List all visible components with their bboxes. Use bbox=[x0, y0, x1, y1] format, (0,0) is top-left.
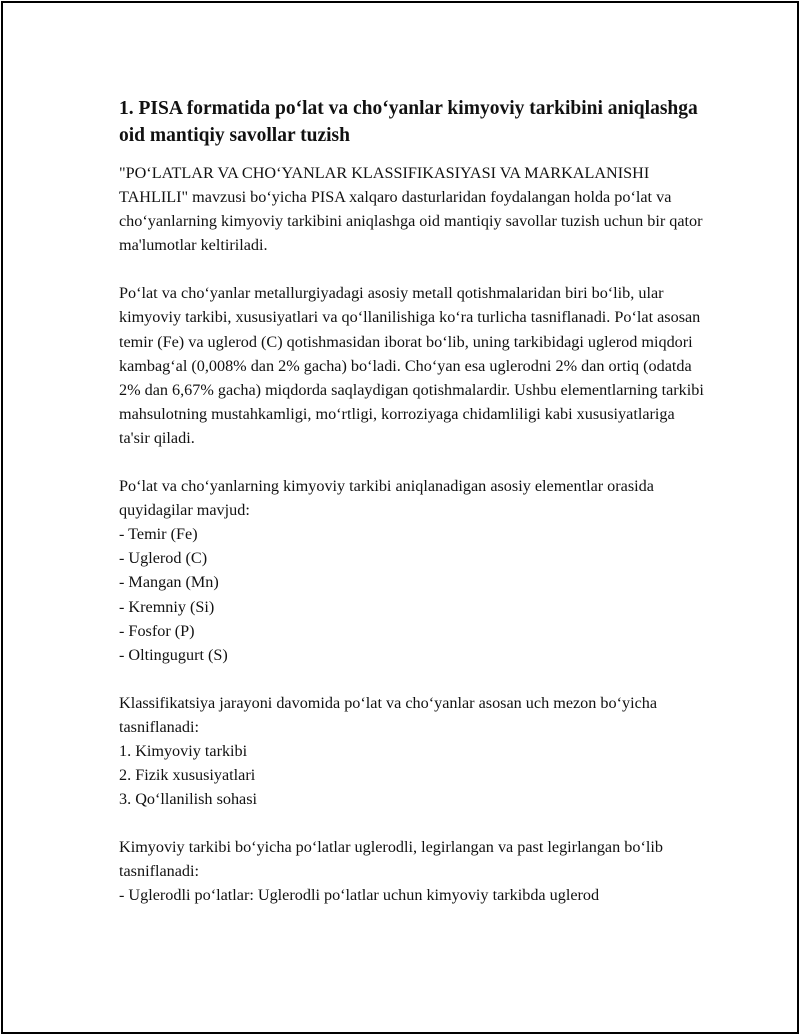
list-item: 3. Qo‘llanilish sohasi bbox=[119, 790, 258, 809]
criteria-paragraph bbox=[119, 691, 709, 811]
list-item: - Fosfor (P) bbox=[119, 621, 195, 640]
list-item: - Temir (Fe) bbox=[119, 525, 198, 544]
list-item: 2. Fizik xususiyatlari bbox=[119, 766, 256, 785]
chemical-classification-paragraph bbox=[119, 835, 709, 907]
list-item: 1. Kimyoviy tarkibi bbox=[119, 741, 248, 760]
steel-cast-iron-paragraph: Po‘lat va cho‘yanlar metallurgiyadagi asosiy metall qotishmalaridan biri bo‘lib, ular kimyoviy tarkibi, xususiyatlari va qo‘llanilishiga ko‘ra turlicha tasniflanadi. Po‘lat asosan temir (Fe) va uglerod (C) qotishmasidan iborat bo‘lib, uning tarkibidagi uglerod miqdori kambag‘al (0,008% dan 2% gacha) bo‘ladi. Cho‘yan esa uglerodni 2% dan ortiq (odatda 2% dan 6,67% gacha) miqdorda saqlaydigan qotishmalardir. Ushbu elementlarning tarkibi mahsulotning mustahkamligi, mo‘rtligi, korroziyaga chidamliligi kabi xususiyatlariga ta'sir qiladi. bbox=[119, 284, 704, 447]
elements-intro: Po‘lat va cho‘yanlarning kimyoviy tarkibi aniqlanadigan asosiy elementlar orasida quyidagilar mavjud: bbox=[119, 477, 654, 520]
list-item: - Kremniy (Si) bbox=[119, 597, 215, 616]
list-item: - Oltingugurt (S) bbox=[119, 645, 228, 664]
document-page bbox=[1, 1, 799, 1034]
list-item: - Uglerod (C) bbox=[119, 549, 208, 568]
document-body bbox=[119, 95, 709, 932]
list-item: - Uglerodli po‘latlar: Uglerodli po‘latlar uchun kimyoviy tarkibda uglerod bbox=[119, 886, 600, 905]
elements-paragraph bbox=[119, 474, 709, 667]
chem-intro: Kimyoviy tarkibi bo‘yicha po‘latlar uglerodli, legirlangan va past legirlangan bo‘lib tasniflanadi: bbox=[119, 838, 663, 881]
list-item: - Mangan (Mn) bbox=[119, 573, 219, 592]
intro-paragraph: "PO‘LATLAR VA CHO‘YANLAR KLASSIFIKASIYASI VA MARKALANISHI TAHLILI" mavzusi bo‘yicha PISA xalqaro dasturlaridan foydalangan holda po‘lat va cho‘yanlarning kimyoviy tarkibini aniqlashga oid mantiqiy savollar tuzish uchun bir qator ma'lumotlar keltiriladi. bbox=[119, 164, 703, 255]
section-heading: 1. PISA formatida po‘lat va cho‘yanlar kimyoviy tarkibini aniqlashga oid mantiqiy savollar tuzish bbox=[119, 98, 698, 146]
criteria-intro: Klassifikatsiya jarayoni davomida po‘lat va cho‘yanlar asosan uch mezon bo‘yicha tasniflanadi: bbox=[119, 693, 658, 736]
